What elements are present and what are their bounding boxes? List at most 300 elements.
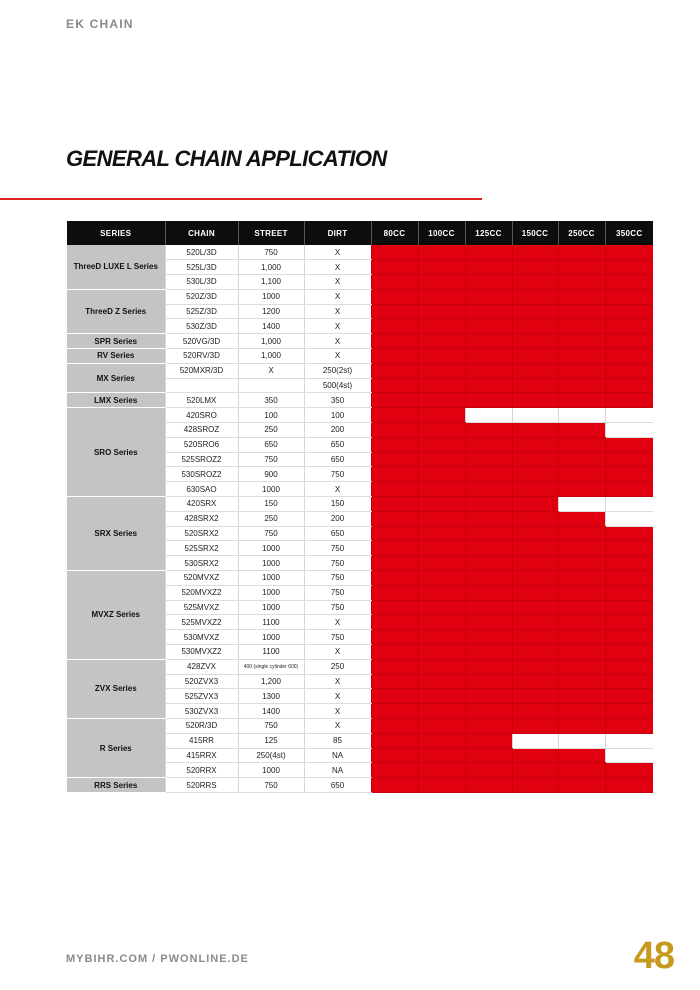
street-cell [238,378,304,393]
cc-fit-cell [371,319,418,334]
series-cell: RRS Series [67,778,165,793]
dirt-cell: X [304,704,371,719]
cc-fit-cell [371,363,418,378]
cc-empty-cell [558,408,605,423]
table-row [67,778,653,793]
cc-fit-cell [558,674,605,689]
cc-fit-cell [371,482,418,497]
series-cell: ThreeD LUXE L Series [67,245,165,289]
cc-fit-cell [465,349,512,364]
cc-fit-cell [558,748,605,763]
cc-fit-cell [371,645,418,660]
dirt-cell: X [304,275,371,290]
cc-fit-cell [418,674,465,689]
series-cell: ZVX Series [67,659,165,718]
cc-fit-cell [512,245,558,260]
cc-fit-cell [465,571,512,586]
cc-fit-cell [605,289,653,304]
cc-fit-cell [558,763,605,778]
cc-fit-cell [605,334,653,349]
chain-cell: 520MVXZ2 [165,585,238,600]
cc-fit-cell [371,349,418,364]
street-cell: 1000 [238,571,304,586]
cc-fit-cell [418,304,465,319]
cc-fit-cell [371,719,418,734]
cc-fit-cell [418,275,465,290]
cc-fit-cell [465,748,512,763]
cc-fit-cell [418,615,465,630]
chain-cell: 530ZVX3 [165,704,238,719]
chain-cell [165,378,238,393]
street-cell: 250 [238,511,304,526]
table-row [67,349,653,364]
chain-cell: 530MVXZ2 [165,645,238,660]
cc-fit-cell [512,556,558,571]
chain-cell: 420SRX [165,497,238,512]
cc-fit-cell [512,615,558,630]
cc-fit-cell [512,571,558,586]
cc-fit-cell [371,674,418,689]
cc-fit-cell [371,763,418,778]
cc-fit-cell [558,615,605,630]
cc-empty-cell [465,408,512,423]
street-cell: 750 [238,719,304,734]
dirt-cell: X [304,260,371,275]
cc-fit-cell [558,334,605,349]
cc-fit-cell [465,719,512,734]
dirt-cell: 650 [304,778,371,793]
cc-empty-cell [605,748,653,763]
cc-fit-cell [605,600,653,615]
cc-fit-cell [512,511,558,526]
cc-fit-cell [465,630,512,645]
cc-fit-cell [371,304,418,319]
street-cell: 1,000 [238,349,304,364]
series-cell: SPR Series [67,334,165,349]
cc-fit-cell [465,556,512,571]
cc-fit-cell [558,363,605,378]
cc-fit-cell [605,304,653,319]
cc-fit-cell [418,556,465,571]
cc-fit-cell [558,289,605,304]
cc-empty-cell [512,408,558,423]
cc-fit-cell [465,423,512,438]
street-cell: 1400 [238,319,304,334]
chain-cell: 520RRX [165,763,238,778]
street-cell: 1000 [238,763,304,778]
cc-fit-cell [465,526,512,541]
cc-fit-cell [512,260,558,275]
dirt-cell: 650 [304,526,371,541]
cc-fit-cell [605,585,653,600]
cc-fit-cell [465,585,512,600]
dirt-cell: X [304,645,371,660]
cc-fit-cell [558,275,605,290]
cc-fit-cell [512,334,558,349]
dirt-cell: 750 [304,541,371,556]
chain-cell: 630SAO [165,482,238,497]
dirt-cell: 500(4st) [304,378,371,393]
cc-fit-cell [558,319,605,334]
col-header: 80CC [371,221,418,245]
street-cell: 1000 [238,585,304,600]
cc-fit-cell [558,349,605,364]
cc-fit-cell [371,600,418,615]
cc-fit-cell [558,482,605,497]
chain-cell: 520VG/3D [165,334,238,349]
cc-fit-cell [418,511,465,526]
cc-fit-cell [512,645,558,660]
cc-fit-cell [605,556,653,571]
cc-fit-cell [465,763,512,778]
cc-fit-cell [371,393,418,408]
cc-fit-cell [418,452,465,467]
table-row [67,659,653,674]
cc-fit-cell [418,423,465,438]
table-header-row [67,221,653,245]
chain-cell: 520R/3D [165,719,238,734]
cc-fit-cell [605,363,653,378]
cc-fit-cell [465,541,512,556]
dirt-cell: 85 [304,733,371,748]
chain-cell: 520RRS [165,778,238,793]
cc-fit-cell [371,497,418,512]
cc-fit-cell [418,630,465,645]
cc-fit-cell [371,615,418,630]
cc-fit-cell [605,645,653,660]
cc-fit-cell [605,260,653,275]
street-cell: 750 [238,452,304,467]
chain-cell: 525SROZ2 [165,452,238,467]
cc-fit-cell [465,674,512,689]
cc-fit-cell [418,659,465,674]
cc-fit-cell [371,541,418,556]
cc-fit-cell [558,571,605,586]
cc-fit-cell [512,319,558,334]
street-cell: 125 [238,733,304,748]
cc-fit-cell [418,437,465,452]
cc-fit-cell [512,763,558,778]
cc-fit-cell [465,437,512,452]
dirt-cell: X [304,319,371,334]
cc-fit-cell [558,526,605,541]
cc-fit-cell [605,467,653,482]
cc-fit-cell [465,245,512,260]
cc-fit-cell [512,674,558,689]
chain-cell: 530MVXZ [165,630,238,645]
col-header: 150CC [512,221,558,245]
cc-fit-cell [418,748,465,763]
cc-fit-cell [371,437,418,452]
dirt-cell: X [304,334,371,349]
street-cell: 650 [238,437,304,452]
table-row [67,719,653,734]
dirt-cell: NA [304,748,371,763]
street-cell: 750 [238,245,304,260]
cc-fit-cell [418,689,465,704]
cc-fit-cell [512,393,558,408]
cc-fit-cell [512,304,558,319]
cc-fit-cell [465,615,512,630]
cc-fit-cell [465,319,512,334]
table-row [67,245,653,260]
cc-fit-cell [371,334,418,349]
cc-fit-cell [512,748,558,763]
street-cell: 1100 [238,645,304,660]
cc-fit-cell [605,349,653,364]
cc-fit-cell [371,556,418,571]
cc-fit-cell [371,378,418,393]
dirt-cell: X [304,689,371,704]
cc-fit-cell [371,467,418,482]
cc-fit-cell [371,260,418,275]
col-header: STREET [238,221,304,245]
dirt-cell: X [304,349,371,364]
dirt-cell: X [304,719,371,734]
dirt-cell: X [304,304,371,319]
cc-fit-cell [605,571,653,586]
dirt-cell: 250(2st) [304,363,371,378]
street-cell: 1000 [238,630,304,645]
chain-cell: 520Z/3D [165,289,238,304]
street-cell: 250 [238,423,304,438]
series-cell: R Series [67,719,165,778]
dirt-cell: 750 [304,571,371,586]
dirt-cell: 750 [304,585,371,600]
brand-header: EK CHAIN [66,17,134,31]
cc-fit-cell [558,689,605,704]
cc-fit-cell [418,778,465,793]
chain-cell: 415RR [165,733,238,748]
title-divider [0,198,482,200]
cc-fit-cell [371,511,418,526]
cc-fit-cell [512,349,558,364]
table-row [67,289,653,304]
street-cell: 1,000 [238,334,304,349]
dirt-cell: X [304,674,371,689]
cc-fit-cell [512,423,558,438]
cc-fit-cell [465,260,512,275]
cc-fit-cell [605,245,653,260]
cc-fit-cell [605,689,653,704]
chain-application-table [67,221,653,793]
table-row [67,393,653,408]
cc-fit-cell [558,585,605,600]
street-cell: 350 [238,393,304,408]
cc-fit-cell [418,349,465,364]
cc-fit-cell [465,334,512,349]
dirt-cell: 650 [304,452,371,467]
series-cell: LMX Series [67,393,165,408]
dirt-cell: X [304,245,371,260]
cc-fit-cell [371,659,418,674]
page-title: GENERAL CHAIN APPLICATION [66,146,387,171]
cc-fit-cell [371,526,418,541]
cc-fit-cell [605,378,653,393]
cc-fit-cell [465,482,512,497]
cc-fit-cell [558,378,605,393]
cc-fit-cell [371,452,418,467]
table-row [67,497,653,512]
cc-fit-cell [512,704,558,719]
cc-fit-cell [465,393,512,408]
cc-fit-cell [558,304,605,319]
dirt-cell: 650 [304,437,371,452]
dirt-cell: 200 [304,511,371,526]
street-cell: 1,200 [238,674,304,689]
series-cell: RV Series [67,349,165,364]
street-cell: 150 [238,497,304,512]
cc-fit-cell [512,378,558,393]
table-row [67,334,653,349]
cc-fit-cell [418,408,465,423]
chain-cell: 428SRX2 [165,511,238,526]
col-header: 100CC [418,221,465,245]
cc-fit-cell [465,304,512,319]
dirt-cell: 150 [304,497,371,512]
table-row [67,363,653,378]
cc-fit-cell [512,275,558,290]
cc-fit-cell [371,630,418,645]
cc-fit-cell [512,600,558,615]
cc-fit-cell [605,482,653,497]
street-cell: 1100 [238,615,304,630]
cc-fit-cell [605,452,653,467]
cc-fit-cell [512,659,558,674]
dirt-cell: 350 [304,393,371,408]
chain-cell: 520L/3D [165,245,238,260]
cc-fit-cell [512,497,558,512]
cc-fit-cell [512,437,558,452]
cc-fit-cell [418,245,465,260]
cc-fit-cell [418,719,465,734]
cc-fit-cell [418,260,465,275]
cc-fit-cell [418,289,465,304]
cc-fit-cell [512,719,558,734]
cc-fit-cell [371,704,418,719]
cc-fit-cell [371,748,418,763]
cc-fit-cell [605,704,653,719]
table-row [67,408,653,423]
cc-fit-cell [371,585,418,600]
cc-fit-cell [371,778,418,793]
chain-cell: 520LMX [165,393,238,408]
cc-empty-cell [605,733,653,748]
cc-fit-cell [465,497,512,512]
cc-fit-cell [465,689,512,704]
cc-fit-cell [605,319,653,334]
cc-fit-cell [465,452,512,467]
cc-fit-cell [558,245,605,260]
col-header: CHAIN [165,221,238,245]
cc-empty-cell [605,511,653,526]
cc-fit-cell [558,659,605,674]
cc-fit-cell [371,275,418,290]
cc-fit-cell [558,393,605,408]
chain-cell: 525ZVX3 [165,689,238,704]
dirt-cell: 100 [304,408,371,423]
cc-fit-cell [465,659,512,674]
cc-fit-cell [512,289,558,304]
cc-empty-cell [605,423,653,438]
cc-fit-cell [465,704,512,719]
street-cell: 1000 [238,482,304,497]
cc-fit-cell [418,393,465,408]
chain-cell: 530SROZ2 [165,467,238,482]
street-cell: 250(4st) [238,748,304,763]
cc-fit-cell [465,778,512,793]
cc-fit-cell [558,630,605,645]
dirt-cell: 250 [304,659,371,674]
street-cell: 400 (single cylinder 600) [238,659,304,674]
cc-fit-cell [418,541,465,556]
cc-fit-cell [418,571,465,586]
cc-fit-cell [558,541,605,556]
street-cell: 100 [238,408,304,423]
cc-fit-cell [418,526,465,541]
cc-fit-cell [512,363,558,378]
cc-fit-cell [512,541,558,556]
cc-fit-cell [371,423,418,438]
cc-fit-cell [465,511,512,526]
cc-fit-cell [605,615,653,630]
chain-cell: 428SROZ [165,423,238,438]
cc-fit-cell [605,763,653,778]
chain-cell: 520SRX2 [165,526,238,541]
cc-fit-cell [418,319,465,334]
cc-empty-cell [512,733,558,748]
street-cell: 750 [238,778,304,793]
page-number: 48 [633,935,674,977]
cc-fit-cell [418,363,465,378]
cc-fit-cell [512,482,558,497]
dirt-cell: NA [304,763,371,778]
table-body [67,245,653,792]
series-cell: SRO Series [67,408,165,497]
street-cell: X [238,363,304,378]
chain-cell: 428ZVX [165,659,238,674]
cc-fit-cell [512,689,558,704]
street-cell: 1200 [238,304,304,319]
cc-fit-cell [605,275,653,290]
chain-cell: 415RRX [165,748,238,763]
cc-empty-cell [605,497,653,512]
cc-fit-cell [418,482,465,497]
series-cell: ThreeD Z Series [67,289,165,333]
cc-fit-cell [558,423,605,438]
chain-cell: 530Z/3D [165,319,238,334]
cc-fit-cell [558,556,605,571]
cc-fit-cell [418,645,465,660]
cc-fit-cell [418,378,465,393]
table-row [67,571,653,586]
cc-fit-cell [605,393,653,408]
street-cell: 1000 [238,556,304,571]
chain-cell: 520ZVX3 [165,674,238,689]
street-cell: 1000 [238,541,304,556]
cc-fit-cell [605,719,653,734]
cc-fit-cell [512,526,558,541]
cc-fit-cell [418,585,465,600]
street-cell: 1,000 [238,260,304,275]
cc-fit-cell [605,630,653,645]
cc-fit-cell [418,704,465,719]
cc-fit-cell [371,245,418,260]
chain-cell: 525MVXZ [165,600,238,615]
street-cell: 750 [238,526,304,541]
col-header: 125CC [465,221,512,245]
cc-fit-cell [558,437,605,452]
